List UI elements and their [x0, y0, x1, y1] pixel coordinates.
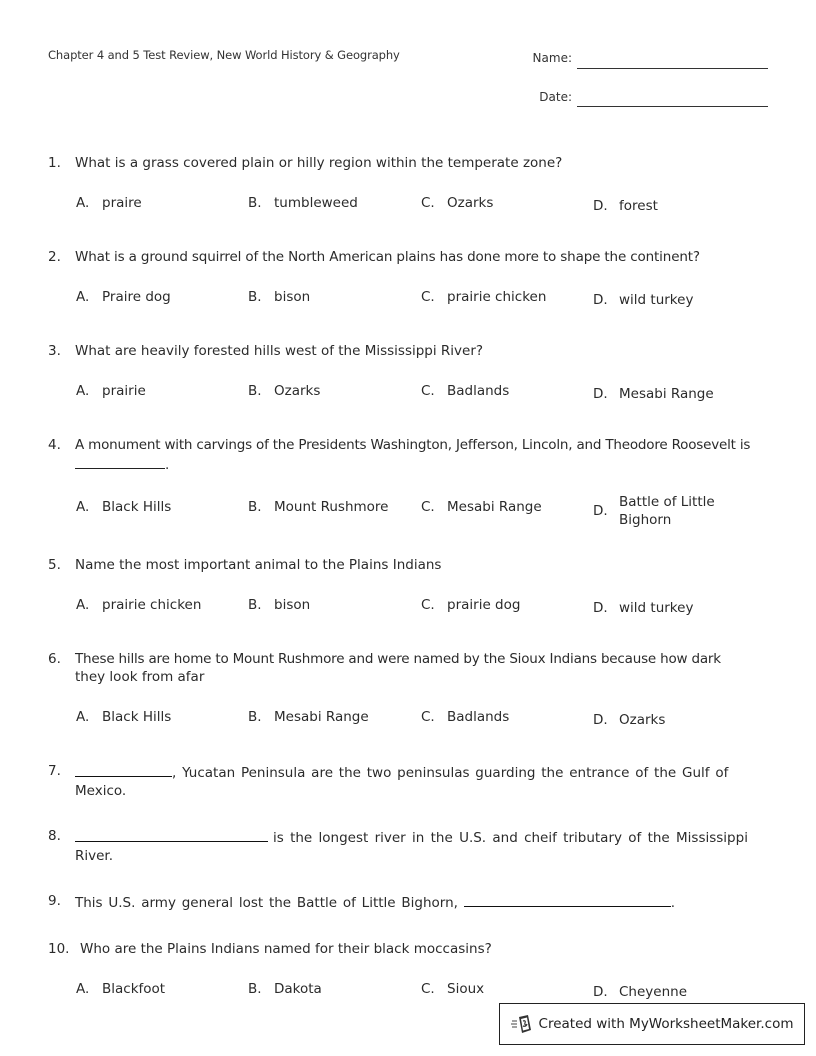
question-number: 1. [48, 155, 61, 171]
option-letter: B. [248, 195, 262, 211]
question-text: Name the most important animal to the Plains Indians [75, 557, 442, 573]
name-field[interactable] [577, 68, 768, 69]
answer-blank-line[interactable] [75, 454, 169, 474]
answer-blank[interactable] [75, 454, 165, 469]
option-c[interactable] [421, 597, 520, 613]
option-letter: D. [593, 198, 608, 214]
option-a[interactable] [76, 289, 171, 305]
question-number: 9. [48, 893, 61, 909]
option-letter: C. [421, 499, 435, 515]
option-text: prairie chicken [447, 289, 547, 305]
option-letter: D. [593, 503, 608, 519]
option-letter: B. [248, 499, 262, 515]
option-letter: D. [593, 292, 608, 308]
question-text-line2: Mexico. [75, 783, 127, 799]
option-d[interactable] [593, 712, 665, 728]
answer-blank[interactable] [75, 827, 268, 842]
option-a[interactable] [76, 499, 171, 515]
option-text: Blackfoot [102, 981, 166, 997]
option-text: bison [274, 289, 311, 305]
option-b[interactable] [248, 289, 310, 305]
question-number: 2. [48, 249, 61, 265]
question-text-end: . [670, 895, 676, 911]
option-letter: D. [593, 984, 608, 1000]
option-text: Black Hills [102, 499, 172, 515]
option-text: prairie chicken [102, 597, 202, 613]
option-letter: D. [593, 386, 608, 402]
option-c[interactable] [421, 289, 546, 305]
option-letter: A. [76, 195, 90, 211]
option-d[interactable] [593, 984, 687, 1000]
option-b[interactable] [248, 383, 320, 399]
question-text: is the longest river in the U.S. and cheif tributary of the Mississippi [273, 830, 748, 846]
option-text: Ozarks [274, 383, 321, 399]
question-number: 4. [48, 437, 61, 453]
option-text: Mesabi Range [274, 709, 369, 725]
option-text: Dakota [274, 981, 322, 997]
option-b[interactable] [248, 981, 322, 997]
option-text: praire [102, 195, 142, 211]
option-text: prairie [102, 383, 146, 399]
option-text: Badlands [447, 383, 510, 399]
option-d[interactable] [593, 292, 693, 308]
option-text: Praire dog [102, 289, 171, 305]
question-number: 3. [48, 343, 61, 359]
option-c[interactable] [421, 499, 542, 515]
option-letter: A. [76, 597, 90, 613]
option-text: Mesabi Range [447, 499, 542, 515]
question-number: 10. [48, 941, 70, 957]
question-text: A monument with carvings of the Presidents Washington, Jefferson, Lincoln, and Theodore Roosevelt is [75, 437, 751, 453]
option-letter: C. [421, 597, 435, 613]
option-text-line1: Battle of Little [619, 494, 715, 510]
option-letter: A. [76, 981, 90, 997]
option-text: Black Hills [102, 709, 172, 725]
date-field[interactable] [577, 106, 768, 107]
answer-blank[interactable] [75, 762, 172, 777]
option-d[interactable] [593, 198, 658, 214]
option-text: prairie dog [447, 597, 521, 613]
option-letter: D. [593, 712, 608, 728]
option-letter: D. [593, 600, 608, 616]
answer-blank[interactable] [464, 892, 671, 907]
option-a[interactable] [76, 195, 142, 211]
option-b[interactable] [248, 195, 358, 211]
option-letter: C. [421, 195, 435, 211]
option-d[interactable] [593, 600, 693, 616]
option-text: wild turkey [619, 292, 694, 308]
option-text: bison [274, 597, 311, 613]
footer-credit-badge[interactable] [499, 1003, 805, 1045]
date-label: Date: [539, 90, 572, 104]
worksheet-title: Chapter 4 and 5 Test Review, New World History & Geography [48, 48, 400, 62]
option-b[interactable] [248, 499, 389, 515]
option-a[interactable] [76, 383, 146, 399]
option-letter: B. [248, 597, 262, 613]
worksheet-maker-logo-icon [511, 1014, 533, 1034]
question-number: 6. [48, 651, 61, 667]
option-text: Badlands [447, 709, 510, 725]
option-letter: B. [248, 709, 262, 725]
option-c[interactable] [421, 709, 509, 725]
option-b[interactable] [248, 597, 310, 613]
question-text-line2: they look from afar [75, 669, 205, 685]
option-letter: A. [76, 289, 90, 305]
option-text: wild turkey [619, 600, 694, 616]
question-text: , Yucatan Peninsula are the two peninsulas guarding the entrance of the Gulf of [172, 765, 729, 781]
option-text: Cheyenne [619, 984, 688, 1000]
question-number: 7. [48, 763, 61, 779]
option-b[interactable] [248, 709, 369, 725]
question-text: This U.S. army general lost the Battle of Little Bighorn, [75, 895, 458, 911]
option-a[interactable] [76, 709, 171, 725]
question-text: What are heavily forested hills west of the Mississippi River? [75, 343, 484, 359]
option-text: Sioux [447, 981, 485, 997]
option-letter: C. [421, 289, 435, 305]
question-text-end: . [165, 457, 170, 473]
option-text: forest [619, 198, 658, 214]
question-text-line2: River. [75, 848, 114, 864]
question-number: 5. [48, 557, 61, 573]
option-d[interactable] [593, 386, 714, 402]
option-text: tumbleweed [274, 195, 358, 211]
option-text: Mesabi Range [619, 386, 714, 402]
option-text-line2: Bighorn [619, 512, 672, 528]
option-text: Ozarks [447, 195, 494, 211]
option-letter: A. [76, 383, 90, 399]
option-text: Mount Rushmore [274, 499, 389, 515]
name-label: Name: [532, 51, 572, 65]
question-text-line1: These hills are home to Mount Rushmore and were named by the Sioux Indians because how dark [75, 651, 721, 667]
option-letter: B. [248, 289, 262, 305]
option-letter: A. [76, 709, 90, 725]
option-letter: C. [421, 709, 435, 725]
option-a[interactable] [76, 981, 165, 997]
option-letter: C. [421, 981, 435, 997]
option-letter: B. [248, 383, 262, 399]
option-text: Ozarks [619, 712, 666, 728]
option-letter: C. [421, 383, 435, 399]
question-number: 8. [48, 828, 61, 844]
option-a[interactable] [76, 597, 201, 613]
option-c[interactable] [421, 981, 484, 997]
option-c[interactable] [421, 195, 493, 211]
question-text: What is a ground squirrel of the North American plains has done more to shape the continent? [75, 249, 700, 265]
footer-credit-text: Created with MyWorksheetMaker.com [538, 1016, 794, 1032]
question-text: What is a grass covered plain or hilly region within the temperate zone? [75, 155, 563, 171]
option-c[interactable] [421, 383, 509, 399]
question-text: Who are the Plains Indians named for their black moccasins? [80, 941, 492, 957]
option-letter: B. [248, 981, 262, 997]
option-letter: A. [76, 499, 90, 515]
